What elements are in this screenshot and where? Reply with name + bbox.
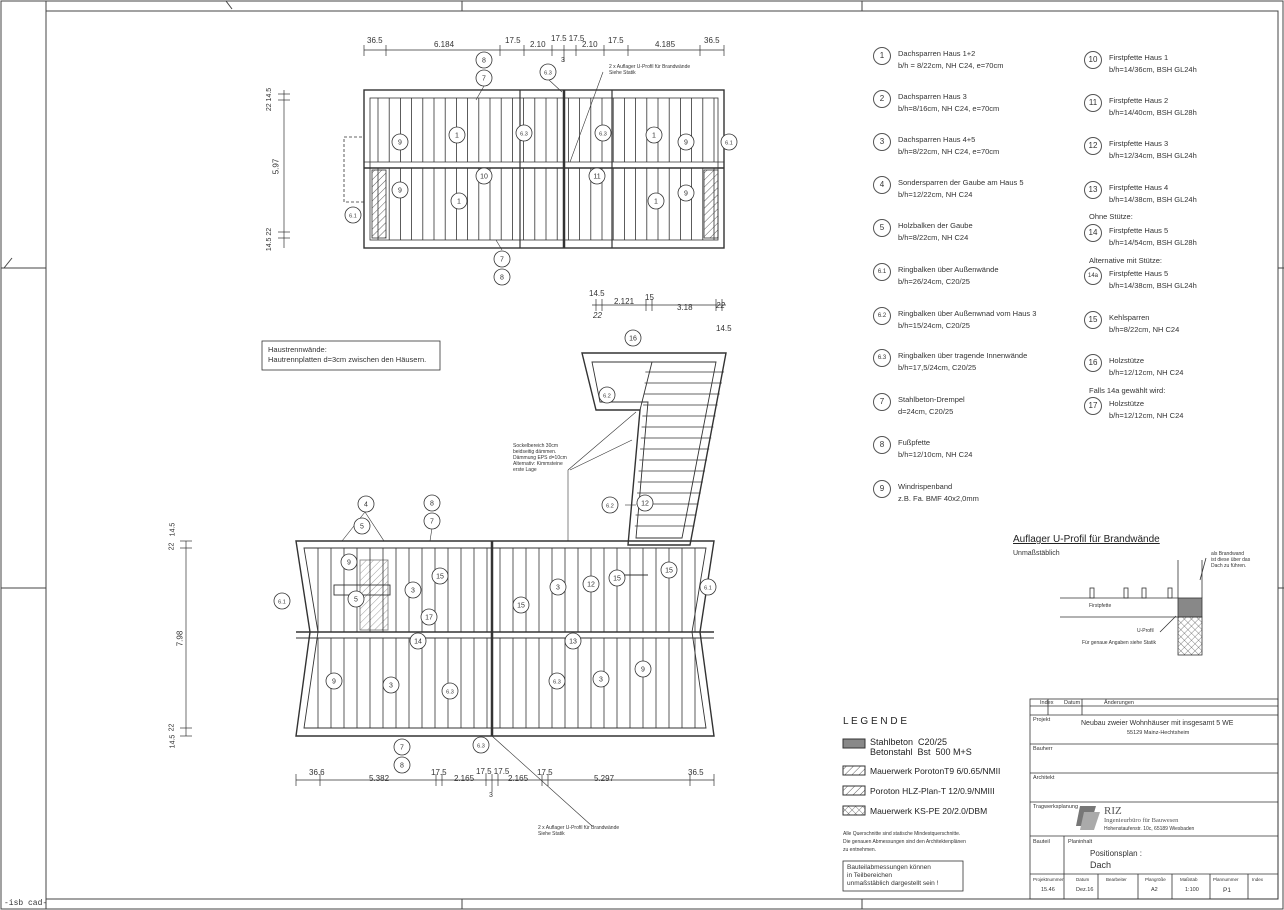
bottom-left-dim-1: 14.5 xyxy=(169,522,177,537)
tb-planinhalt: Positionsplan : xyxy=(1090,849,1143,858)
legend-number: 8 xyxy=(873,436,891,454)
legend-sub: b/h=15/24cm, C20/25 xyxy=(898,321,970,330)
svg-text:11: 11 xyxy=(593,173,601,181)
bottom-left-dim-4: 22 xyxy=(168,723,176,732)
top-dim-8: 4.185 xyxy=(655,40,676,49)
position-marker xyxy=(637,495,653,511)
bottom-dim-2: 5.382 xyxy=(369,774,390,783)
svg-text:3: 3 xyxy=(599,676,603,684)
note-bottom-uprofil: 2 x Auflager U-Profil für Brandwände Siehe Statik xyxy=(538,825,620,837)
legend-title: Ringbalken über Außenwnad vom Haus 3 xyxy=(898,309,1037,318)
legend-title: Firstpfette Haus 3 xyxy=(1109,139,1169,148)
position-marker xyxy=(394,739,410,755)
svg-text:6.1: 6.1 xyxy=(704,585,712,592)
legend-number: 12 xyxy=(1084,137,1102,155)
svg-text:14: 14 xyxy=(414,638,422,646)
diag-dim-2: 22 xyxy=(593,311,602,320)
legend-number: 15 xyxy=(1084,311,1102,329)
tb-f-bearb: Bearbeiter xyxy=(1106,877,1127,882)
position-marker xyxy=(424,513,440,529)
position-marker xyxy=(646,127,662,143)
legend-title: Kehlsparren xyxy=(1109,313,1150,322)
riz-logo xyxy=(1076,806,1100,830)
svg-text:7: 7 xyxy=(400,744,404,752)
tb-v-plangr: A2 xyxy=(1151,887,1158,893)
detail-title: Auflager U-Profil für Brandwände xyxy=(1013,534,1160,545)
legend-sub: b/h=17,5/24cm, C20/25 xyxy=(898,363,977,372)
legend-sub: z.B. Fa. BMF 40x2,0mm xyxy=(898,494,979,503)
legend-hatch2-swatch xyxy=(843,786,865,795)
legend-title: Dachsparren Haus 4+5 xyxy=(898,135,976,144)
legend-sub: b/h=14/38cm, BSH GL24h xyxy=(1109,281,1197,290)
position-marker xyxy=(410,633,426,649)
bottom-dim-3: 17.5 xyxy=(431,768,447,777)
corner-tag: -isb cad- xyxy=(4,899,48,908)
tb-firm-addr: Hohenstaufenstr. 10c, 65189 Wiesbaden xyxy=(1104,826,1195,832)
tb-f-plangr: Plangröße xyxy=(1145,877,1166,882)
legend-number: 3 xyxy=(873,133,891,151)
legend-title: Stahlbeton-Drempel xyxy=(898,395,965,404)
diag-dim-7: 14.5 xyxy=(716,324,732,333)
legend-number: 10 xyxy=(1084,51,1102,69)
svg-text:9: 9 xyxy=(641,666,645,674)
position-marker xyxy=(678,185,694,201)
bottom-dim-9: 36.5 xyxy=(688,768,704,777)
legend-number: 13 xyxy=(1084,181,1102,199)
top-dim-4: 2.10 xyxy=(530,40,546,49)
top-dim-1: 36.5 xyxy=(367,36,383,45)
legende-item-4: Mauerwerk KS-PE 20/2.0/DBM xyxy=(870,806,988,816)
bottom-dim-1: 36.6 xyxy=(309,768,325,777)
legend-sub: b/h=14/38cm, BSH GL24h xyxy=(1109,195,1197,204)
legend-title: Holzstütze xyxy=(1109,356,1145,365)
svg-text:3: 3 xyxy=(389,682,393,690)
svg-text:13: 13 xyxy=(569,638,577,646)
legend-number: 14 xyxy=(1084,224,1102,242)
bottom-dim-4: 2.165 xyxy=(454,774,475,783)
legend-number: 16 xyxy=(1084,354,1102,372)
svg-text:17: 17 xyxy=(425,614,433,622)
legend-number: 14a xyxy=(1084,267,1102,285)
tb-h-index: Index xyxy=(1040,700,1054,706)
position-marker xyxy=(432,568,448,584)
legende-box-text: Bauteilabmessungen können in Teilbereichen unmaßstäblich dargestellt sein ! xyxy=(847,864,939,887)
legend-number: 6.2 xyxy=(873,307,891,325)
svg-text:6.3: 6.3 xyxy=(553,679,561,686)
position-marker xyxy=(540,64,556,80)
position-marker xyxy=(354,518,370,534)
top-dim-3: 17.5 xyxy=(505,36,521,45)
bottom-dim-6: 2.165 xyxy=(508,774,529,783)
detail-statik: Für genaue Angaben siehe Statik xyxy=(1082,640,1156,646)
svg-text:7: 7 xyxy=(500,256,504,264)
svg-text:12: 12 xyxy=(587,581,595,589)
legend-subhead-ohne: Ohne Stütze: xyxy=(1089,212,1133,221)
svg-text:6.1: 6.1 xyxy=(349,213,357,220)
position-marker xyxy=(326,673,342,689)
bottom-left-dim-5: 14.5 xyxy=(169,734,177,749)
legend-title: Holzstütze xyxy=(1109,399,1145,408)
legend-sub: b/h=12/12cm, NH C24 xyxy=(1109,368,1184,377)
svg-text:15: 15 xyxy=(436,573,444,581)
legend-number: 4 xyxy=(873,176,891,194)
position-marker xyxy=(494,269,510,285)
detail-brandwand: als Brandwand ist diese über das Dach zu führen. xyxy=(1211,551,1251,569)
svg-text:6.2: 6.2 xyxy=(603,393,611,400)
top-dim-7: 17.5 xyxy=(608,36,624,45)
legend-sub: b/h=26/24cm, C20/25 xyxy=(898,277,970,286)
top-roof-plan xyxy=(344,90,724,248)
svg-text:1: 1 xyxy=(455,132,459,140)
legend-sub: b/h=8/22cm, NH C24 xyxy=(898,233,969,242)
detail-firstpfette: Firstpfette xyxy=(1089,603,1112,609)
position-marker xyxy=(274,593,290,609)
position-marker xyxy=(341,554,357,570)
position-marker xyxy=(550,579,566,595)
legend-title: Firstpfette Haus 5 xyxy=(1109,269,1169,278)
legend-title: Ringbalken über tragende Innenwände xyxy=(898,351,1028,360)
legend-sub: b/h=12/12cm, NH C24 xyxy=(1109,411,1184,420)
tb-f-plannr: Plannummer xyxy=(1213,877,1239,882)
legend-sub: b/h=14/54cm, BSH GL28h xyxy=(1109,238,1197,247)
position-marker xyxy=(449,127,465,143)
legend-cross-swatch xyxy=(843,806,865,815)
svg-text:10: 10 xyxy=(480,173,488,181)
legend-title: Dachsparren Haus 3 xyxy=(898,92,967,101)
svg-text:5: 5 xyxy=(354,596,358,604)
tb-v-plannr: P1 xyxy=(1223,887,1231,894)
position-marker xyxy=(476,70,492,86)
position-marker xyxy=(451,193,467,209)
bottom-dim-5: 17.5 17.5 xyxy=(476,767,510,776)
top-dim-2: 6.184 xyxy=(434,40,455,49)
tb-v-massstab: 1:100 xyxy=(1185,887,1199,893)
svg-text:9: 9 xyxy=(398,187,402,195)
partition-note-title: Haustrennwände: xyxy=(268,345,327,354)
legend-title: Ringbalken über Außenwände xyxy=(898,265,999,274)
legend-sub: b/h=8/22cm, NH C24 xyxy=(1109,325,1180,334)
note-top-uprofil: 2 x Auflager U-Profil für Brandwände Siehe Statik xyxy=(609,64,691,76)
top-left-dim-3: 14.5 22 xyxy=(266,227,274,252)
legend-sub: b/h=8/16cm, NH C24, e=70cm xyxy=(898,104,1000,113)
tb-bauherr-label: Bauherr xyxy=(1033,746,1053,752)
legend-sub: b/h=14/40cm, BSH GL28h xyxy=(1109,108,1197,117)
position-marker xyxy=(383,677,399,693)
position-marker xyxy=(516,125,532,141)
svg-text:1: 1 xyxy=(654,198,658,206)
titleblock-grid xyxy=(1030,699,1278,899)
legend-hatch-swatch xyxy=(843,766,865,775)
svg-text:9: 9 xyxy=(684,190,688,198)
bottom-roof-plan xyxy=(296,541,714,736)
svg-text:15: 15 xyxy=(613,575,621,583)
position-marker xyxy=(394,757,410,773)
position-marker xyxy=(442,683,458,699)
svg-text:6.2: 6.2 xyxy=(606,503,614,510)
diag-dim-3: 2.121 xyxy=(614,297,635,306)
position-marker xyxy=(609,570,625,586)
svg-text:6.3: 6.3 xyxy=(520,131,528,138)
svg-text:12: 12 xyxy=(641,500,649,508)
tb-f-index: Index xyxy=(1252,877,1264,882)
position-marker xyxy=(405,582,421,598)
position-marker xyxy=(700,579,716,595)
legende-item-3: Poroton HLZ-Plan-T 12/0.9/NMIII xyxy=(870,786,995,796)
svg-text:7: 7 xyxy=(482,75,486,83)
bottom-left-dim-3: 7.98 xyxy=(175,630,185,647)
svg-text:4: 4 xyxy=(364,501,368,509)
legend-sub: d=24cm, C20/25 xyxy=(898,407,954,416)
legend-solid-swatch xyxy=(843,739,865,748)
position-marker xyxy=(513,597,529,613)
position-marker xyxy=(625,330,641,346)
svg-text:3: 3 xyxy=(411,587,415,595)
top-dim-5: 17.5 17.5 xyxy=(551,34,585,43)
tb-firm: RIZ xyxy=(1104,805,1122,817)
tb-h-datum: Datum xyxy=(1064,700,1081,706)
tb-firm-sub: Ingenieurbüro für Bauwesen xyxy=(1104,817,1179,824)
svg-text:6.1: 6.1 xyxy=(278,599,286,606)
diag-dimension-line xyxy=(592,299,726,311)
svg-text:9: 9 xyxy=(398,139,402,147)
position-marker xyxy=(589,168,605,184)
position-marker xyxy=(358,496,374,512)
legend-number: 7 xyxy=(873,393,891,411)
position-marker xyxy=(424,495,440,511)
svg-text:5: 5 xyxy=(360,523,364,531)
position-marker xyxy=(565,633,581,649)
legend-sub: b/h = 8/22cm, NH C24, e=70cm xyxy=(898,61,1004,70)
legend-sub: b/h=12/22cm, NH C24 xyxy=(898,190,973,199)
svg-text:6.3: 6.3 xyxy=(599,131,607,138)
legend-number: 5 xyxy=(873,219,891,237)
tb-projekt: Neubau zweier Wohnhäuser mit insgesamt 5 WE xyxy=(1081,720,1234,727)
position-marker xyxy=(721,134,737,150)
legend-title: Firstpfette Haus 4 xyxy=(1109,183,1169,192)
top-left-dim-1: 22 14.5 xyxy=(266,87,274,112)
partition-note-body: Hautrennplatten d=3cm zwischen den Häusern. xyxy=(268,355,427,364)
bottom-dimension-line xyxy=(296,774,714,792)
svg-text:8: 8 xyxy=(500,274,504,282)
tb-architekt-label: Architekt xyxy=(1033,775,1055,781)
legend-number: 6.3 xyxy=(873,349,891,367)
svg-text:9: 9 xyxy=(347,559,351,567)
position-marker xyxy=(648,193,664,209)
position-marker xyxy=(661,562,677,578)
legend-title: Firstpfette Haus 2 xyxy=(1109,96,1169,105)
svg-text:7: 7 xyxy=(430,518,434,526)
top-left-dim-2: 5.97 xyxy=(271,158,281,175)
top-dim-6: 2.10 xyxy=(582,40,598,49)
position-marker xyxy=(599,387,615,403)
tb-bauteil-label: Bauteil xyxy=(1033,839,1050,845)
position-marker xyxy=(635,661,651,677)
svg-text:8: 8 xyxy=(482,57,486,65)
svg-text:15: 15 xyxy=(517,602,525,610)
legend-sub: b/h=14/36cm, BSH GL24h xyxy=(1109,65,1197,74)
legend-number: 9 xyxy=(873,480,891,498)
legend-number: 1 xyxy=(873,47,891,65)
position-marker xyxy=(494,251,510,267)
svg-text:6.3: 6.3 xyxy=(477,743,485,750)
svg-text:8: 8 xyxy=(400,762,404,770)
position-marker xyxy=(549,673,565,689)
svg-text:6.3: 6.3 xyxy=(544,70,552,77)
tb-projekt-label: Projekt xyxy=(1033,717,1051,723)
diag-dim-4: 15 xyxy=(645,293,654,302)
legend-title: Fußpfette xyxy=(898,438,931,447)
legend-sub: b/h=12/34cm, BSH GL24h xyxy=(1109,151,1197,160)
position-marker xyxy=(392,134,408,150)
position-marker xyxy=(473,737,489,753)
tb-v-projnr: 15.46 xyxy=(1041,887,1055,893)
position-marker xyxy=(421,609,437,625)
position-marker xyxy=(593,671,609,687)
position-marker xyxy=(476,52,492,68)
svg-text:9: 9 xyxy=(684,139,688,147)
top-dim-axis: 3 xyxy=(561,57,565,64)
legend-sub: b/h=8/22cm, NH C24, e=70cm xyxy=(898,147,1000,156)
diag-dim-6: 22 xyxy=(716,301,725,310)
tb-planinhalt2: Dach xyxy=(1090,860,1112,870)
position-marker xyxy=(595,125,611,141)
diag-dim-1: 14.5 xyxy=(589,289,605,298)
note-sockel: Sockelbereich 30cm beidseitig dämmen. Dämmung EPS d=10cm Alternativ: Kimmsteine erste Lage xyxy=(513,443,567,473)
bottom-left-dim-2: 22 xyxy=(168,542,176,551)
tb-h-aenderungen: Änderungen xyxy=(1104,700,1134,706)
tb-f-projnr: Projektnummer xyxy=(1033,877,1064,882)
svg-text:8: 8 xyxy=(430,500,434,508)
legend-number: 17 xyxy=(1084,397,1102,415)
legend-subhead-falls: Falls 14a gewählt wird: xyxy=(1089,386,1166,395)
svg-text:3: 3 xyxy=(556,584,560,592)
legende-note: Alle Querschnitte sind statische Mindestquerschnitte. Die genauen Abmessungen sind den Architektenplänen zu entnehmen. xyxy=(843,831,966,853)
position-marker xyxy=(476,168,492,184)
legend-title: Firstpfette Haus 1 xyxy=(1109,53,1169,62)
legend-title: Dachsparren Haus 1+2 xyxy=(898,49,976,58)
legende-item-1: Stahlbeton C20/25 Betonstahl Bst 500 M+S xyxy=(870,737,972,757)
legende-title: L E G E N D E xyxy=(843,716,908,727)
diag-dim-5: 3.18 xyxy=(677,303,693,312)
svg-text:9: 9 xyxy=(332,678,336,686)
tb-v-datum: Dez.16 xyxy=(1076,887,1094,893)
detail-scale: Unmaßstäblich xyxy=(1013,550,1060,557)
bottom-dim-axis: 3 xyxy=(489,792,493,799)
legend-number: 11 xyxy=(1084,94,1102,112)
legend-sub: b/h=12/10cm, NH C24 xyxy=(898,450,973,459)
tb-projekt-ort: 55129 Mainz-Hechtsheim xyxy=(1127,730,1190,736)
diagonal-wing-plan xyxy=(582,353,726,545)
bottom-dim-7: 17.5 xyxy=(537,768,553,777)
legend-number: 2 xyxy=(873,90,891,108)
svg-text:15: 15 xyxy=(665,567,673,575)
position-marker xyxy=(678,134,694,150)
legend-title: Firstpfette Haus 5 xyxy=(1109,226,1169,235)
tb-planinhalt-label: Planinhalt xyxy=(1068,839,1093,845)
detail-uprofil: U-Profil xyxy=(1137,628,1154,634)
position-marker xyxy=(348,591,364,607)
svg-text:6.3: 6.3 xyxy=(446,689,454,696)
tb-f-massstab: Maßstab xyxy=(1180,877,1198,882)
legend-title: Windrispenband xyxy=(898,482,953,491)
svg-text:6.1: 6.1 xyxy=(725,140,733,147)
position-markers xyxy=(274,52,737,773)
svg-text:1: 1 xyxy=(457,198,461,206)
legend-title: Holzbalken der Gaube xyxy=(898,221,973,230)
legend-number: 6.1 xyxy=(873,263,891,281)
bottom-dim-8: 5.297 xyxy=(594,774,615,783)
svg-text:1: 1 xyxy=(652,132,656,140)
position-marker xyxy=(583,576,599,592)
legend-title: Sondersparren der Gaube am Haus 5 xyxy=(898,178,1024,187)
top-dim-9: 36.5 xyxy=(704,36,720,45)
tb-tragwerk-label: Tragwerksplanung xyxy=(1033,804,1079,810)
position-marker xyxy=(345,207,361,223)
legende-item-2: Mauerwerk PorotonT9 6/0.65/NMII xyxy=(870,766,1001,776)
svg-text:16: 16 xyxy=(629,335,637,343)
position-marker xyxy=(602,497,618,513)
tb-f-datum: Datum xyxy=(1076,877,1090,882)
legend-subhead-alt: Alternative mit Stütze: xyxy=(1089,256,1162,265)
position-marker xyxy=(392,182,408,198)
